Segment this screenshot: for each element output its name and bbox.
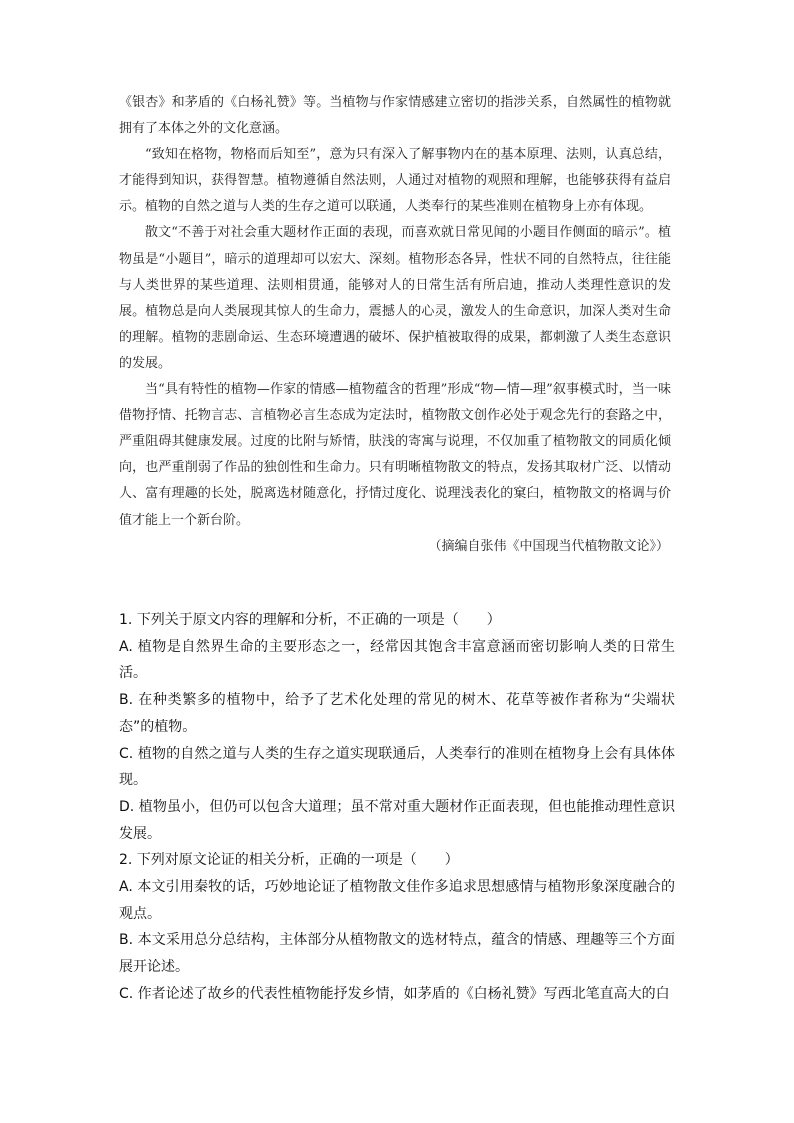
question-option: D. 植物虽小，但仍可以包含大道理；虽不常对重大题材作正面表现，但也能推动理性意识发展。 bbox=[119, 798, 675, 842]
article-paragraph: “致知在格物，物格而后知至”，意为只有深入了解事物内在的基本原理、法则，认真总结，才能得到知识，获得智慧。植物遵循自然法则，人通过对植物的观照和理解，也能够获得有益启示。植物的自然之道与人类的生存之道可以联通，人类奉行的某些准则在植物身上亦有体现。 bbox=[119, 147, 671, 215]
question-stem: 1. 下列关于原文内容的理解和分析，不正确的一项是（ ） bbox=[119, 612, 501, 628]
question-section bbox=[119, 607, 675, 1008]
article-paragraph: 当“具有特性的植物—作家的情感—植物蕴含的哲理”形成“物—情—理”叙事模式时，当一味借物抒情、托物言志、言植物必言生态成为定法时，植物散文创作必处于观念先行的套路之中，严重阻碍其健康发展。过度的比附与矫情，肤浅的寄寓与说理，不仅加重了植物散文的同质化倾向，也严重削弱了作品的独创性和生命力。只有明晰植物散文的特点，发扬其取材广泛、以情动人、富有理趣的长处，脱离选材随意化，抒情过度化、说理浅表化的窠臼，植物散文的格调与价值才能上一个新台阶。 bbox=[119, 382, 671, 528]
question-option: B. 在种类繁多的植物中，给予了艺术化处理的常见的树木、花草等被作者称为“尖端状态”的植物。 bbox=[119, 692, 675, 735]
question-option: B. 本文采用总分总结构，主体部分从植物散文的选材特点，蕴含的情感、理趣等三个方面展开论述。 bbox=[119, 932, 675, 976]
question-stem: 2. 下列对原文论证的相关分析，正确的一项是（ ） bbox=[119, 852, 459, 869]
question-option: A. 植物是自然界生命的主要形态之一，经常因其饱含丰富意涵而密切影响人类的日常生活。 bbox=[119, 638, 675, 682]
question-option: C. 植物的自然之道与人类的生存之道实现联通后，人类奉行的准则在植物身上会有具体体现。 bbox=[119, 745, 675, 789]
question-option: A. 本文引用秦牧的话，巧妙地论证了植物散文佳作多追求思想感情与植物形象深度融合的观点。 bbox=[119, 879, 675, 922]
article-body bbox=[119, 90, 671, 560]
question-option: C. 作者论述了故乡的代表性植物能抒发乡情，如茅盾的《白杨礼赞》写西北笔直高大的白 bbox=[119, 985, 670, 1002]
article-paragraph: 散文“不善于对社会重大题材作正面的表现，而喜欢就日常见闻的小题目作侧面的暗示”。植物虽是“小题目”，暗示的道理却可以宏大、深刻。植物形态各异，性状不同的自然特点，往往能与人类世界的某些道理、法则相贯通，能够对人的日常生活有所启迪，推动人类理性意识的发展。植物总是向人类展现其惊人的生命力，震撼人的心灵，激发人的生命意识，加深人类对生命的理解。植物的悲剧命运、生态环境遭遇的破坏、保护植被取得的成果，都刺激了人类生态意识的发展。 bbox=[119, 225, 671, 371]
article-paragraph: 《银杏》和茅盾的《白杨礼赞》等。当植物与作家情感建立密切的指涉关系，自然属性的植物就拥有了本体之外的文化意涵。 bbox=[119, 95, 671, 137]
article-source: （摘编自张伟《中国现当代植物散文论》） bbox=[428, 538, 669, 554]
